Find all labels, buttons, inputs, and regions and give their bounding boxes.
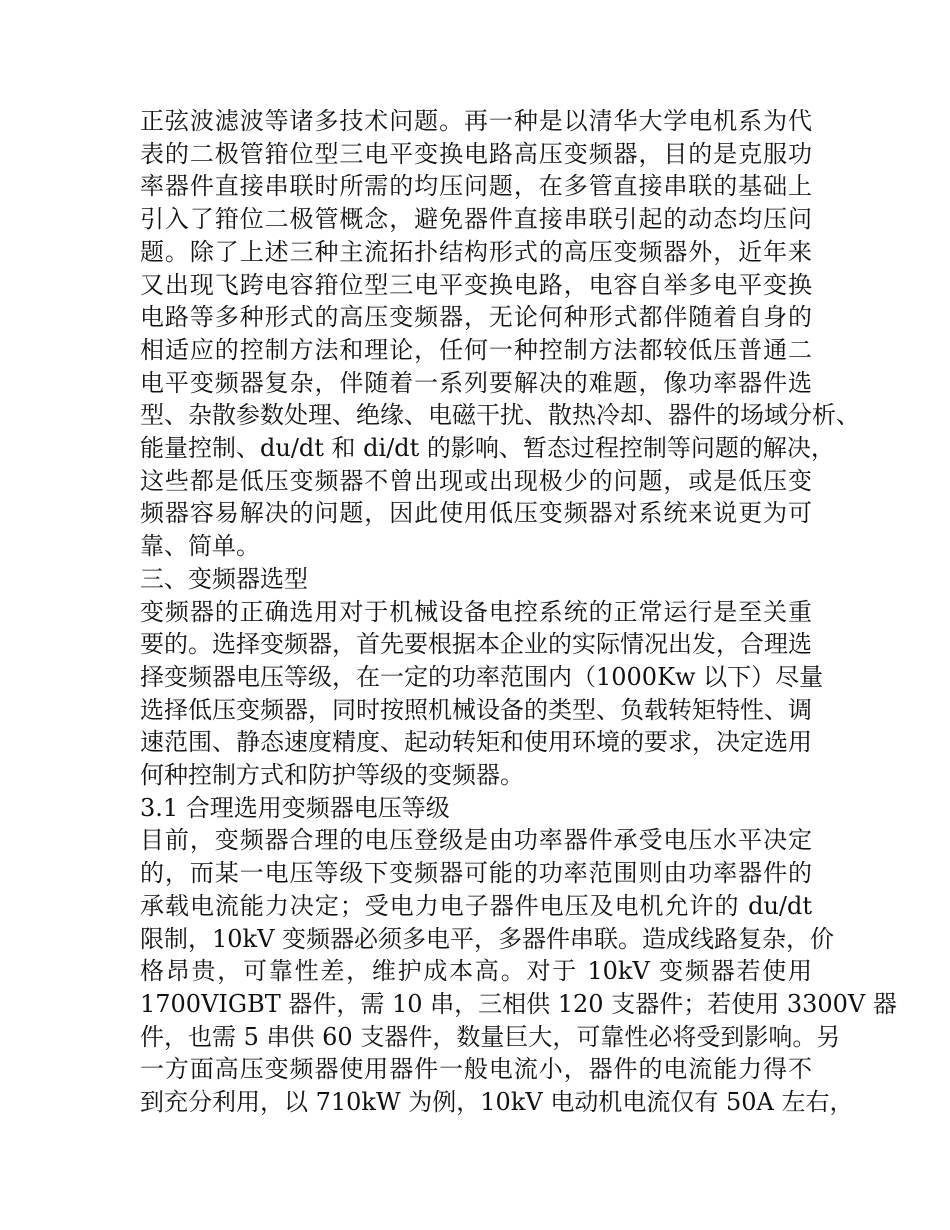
text-line: 要的。选择变频器，首先要根据本企业的实际情况出发，合理选 (140, 630, 812, 659)
text-line: 相适应的控制方法和理论，任何一种控制方法都较低压普通二 (140, 335, 812, 364)
text-line: 电平变频器复杂，伴随着一系列要解决的难题，像功率器件选 (140, 368, 812, 397)
text-line: 一方面高压变频器使用器件一般电流小，器件的电流能力得不 (140, 1055, 812, 1084)
text-line: 率器件直接串联时所需的均压问题，在多管直接串联的基础上 (140, 172, 812, 201)
text-line: 正弦波滤波等诸多技术问题。再一种是以清华大学电机系为代 (140, 107, 812, 135)
text-line: 频器容易解决的问题，因此使用低压变频器对系统来说更为可 (140, 499, 812, 528)
text-line: 引入了箝位二极管概念，避免器件直接串联引起的动态均压问 (140, 205, 812, 234)
text-line: 择变频器电压等级，在一定的功率范围内（1000Kw 以下）尽量 (140, 662, 824, 691)
text-line: 靠、简单。 (140, 532, 260, 561)
text-line: 1700VIGBT 器件，需 10 串，三相供 120 支器件；若使用 3300V 器 (140, 989, 897, 1018)
text-line: 目前，变频器合理的电压登级是由功率器件承受电压水平决定 (140, 826, 812, 855)
text-line: 何种控制方式和防护等级的变频器。 (140, 761, 524, 790)
text-line: 表的二极管箝位型三电平变换电路高压变频器，目的是克服功 (140, 139, 812, 168)
document-body (140, 105, 897, 1119)
text-line: 变频器的正确选用对于机械设备电控系统的正常运行是至关重 (140, 597, 812, 626)
text-line: 承载电流能力决定；受电力电子器件电压及电机允许的 du/dt (140, 891, 812, 920)
text-line: 3.1 合理选用变频器电压等级 (140, 793, 450, 822)
text-line: 这些都是低压变频器不曾出现或出现极少的问题，或是低压变 (140, 466, 812, 495)
text-line: 件，也需 5 串供 60 支器件，数量巨大，可靠性必将受到影响。另 (140, 1022, 841, 1051)
text-line: 电路等多种形式的高压变频器，无论何种形式都伴随着自身的 (140, 303, 812, 332)
text-line: 的，而某一电压等级下变频器可能的功率范围则由功率器件的 (140, 859, 812, 888)
text-line: 型、杂散参数处理、绝缘、电磁干扰、散热冷却、器件的场域分析、 (140, 401, 860, 430)
text-line: 选择低压变频器，同时按照机械设备的类型、负载转矩特性、调 (140, 695, 812, 724)
text-line: 又出现飞跨电容箝位型三电平变换电路，电容自举多电平变换 (140, 270, 812, 299)
text-line: 三、变频器选型 (140, 564, 308, 593)
text-line: 限制，10kV 变频器必须多电平，多器件串联。造成线路复杂，价 (140, 924, 835, 953)
text-line: 能量控制、du/dt 和 di/dt 的影响、暂态过程控制等问题的解决， (140, 434, 835, 463)
text-line: 速范围、静态速度精度、起动转矩和使用环境的要求，决定选用 (140, 728, 812, 757)
text-line: 题。除了上述三种主流拓扑结构形式的高压变频器外，近年来 (140, 237, 812, 266)
text-line: 到充分利用，以 710kW 为例，10kV 电动机电流仅有 50A 左右， (140, 1088, 854, 1117)
text-line: 格昂贵，可靠性差，维护成本高。对于 10kV 变频器若使用 (140, 957, 812, 986)
